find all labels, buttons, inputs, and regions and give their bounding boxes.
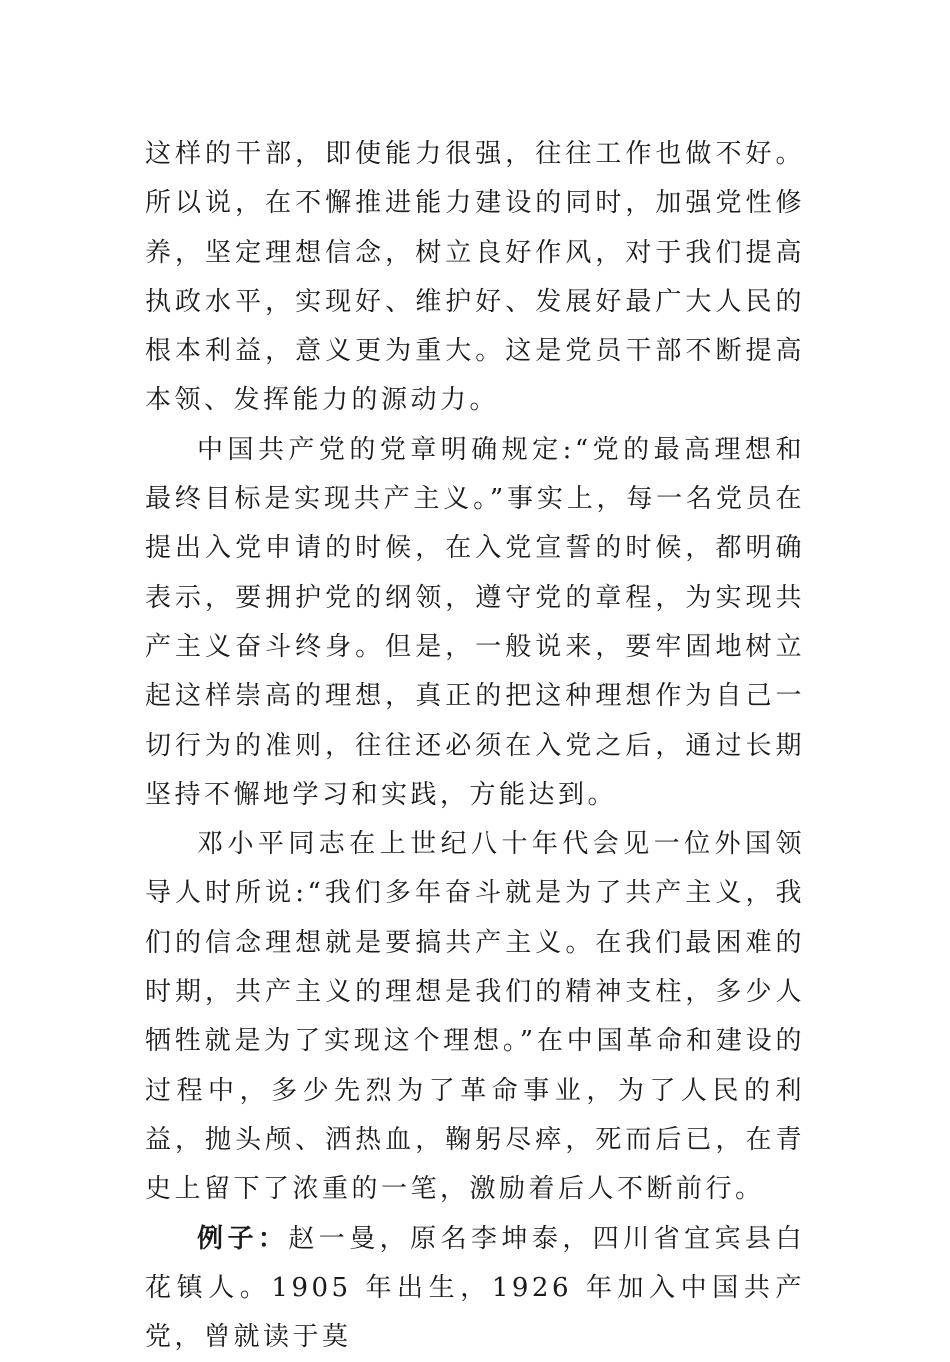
paragraph-3: 邓小平同志在上世纪八十年代会见一位外国领导人时所说:“我们多年奋斗就是为了共产主义，我们的信念理想就是要搞共产主义。在我们最困难的时期，共产主义的理想是我们的精神支柱，多少人牺牲就是为了实现这个理想。”在中国革命和建设的过程中，多少先烈为了革命事业，为了人民的利益，抛头颅、洒热血，鞠躬尽瘁，死而后已，在青史上留下了浓重的一笔，激励着后人不断前行。 [145, 829, 805, 1205]
paragraph-1: 这样的干部，即使能力很强，往往工作也做不好。所以说，在不懈推进能力建设的同时，加强党性修养，坚定理想信念，树立良好作风，对于我们提高执政水平，实现好、维护好、发展好最广大人民的根本利益，意义更为重大。这是党员干部不断提高本领、发挥能力的源动力。 [145, 139, 805, 416]
paragraph-2: 中国共产党的党章明确规定:“党的最高理想和最终目标是实现共产主义。”事实上，每一名党员在提出入党申请的时候，在入党宣誓的时候，都明确表示，要拥护党的纲领，遵守党的章程，为实现共产主义奋斗终身。但是，一般说来，要牢固地树立起这样崇高的理想，真正的把这种理想作为自己一切行为的准则，往往还必须在入党之后，通过长期坚持不懈地学习和实践，方能达到。 [145, 434, 805, 810]
paragraph-4 [145, 1215, 805, 1362]
document-body [145, 130, 805, 1362]
example-label: 例子： [197, 1223, 289, 1254]
example-text: 赵一曼，原名李坤泰，四川省宜宾县白花镇人。1905 年出生，1926 年加入中国共产党，曾就读于莫 [145, 1223, 805, 1353]
